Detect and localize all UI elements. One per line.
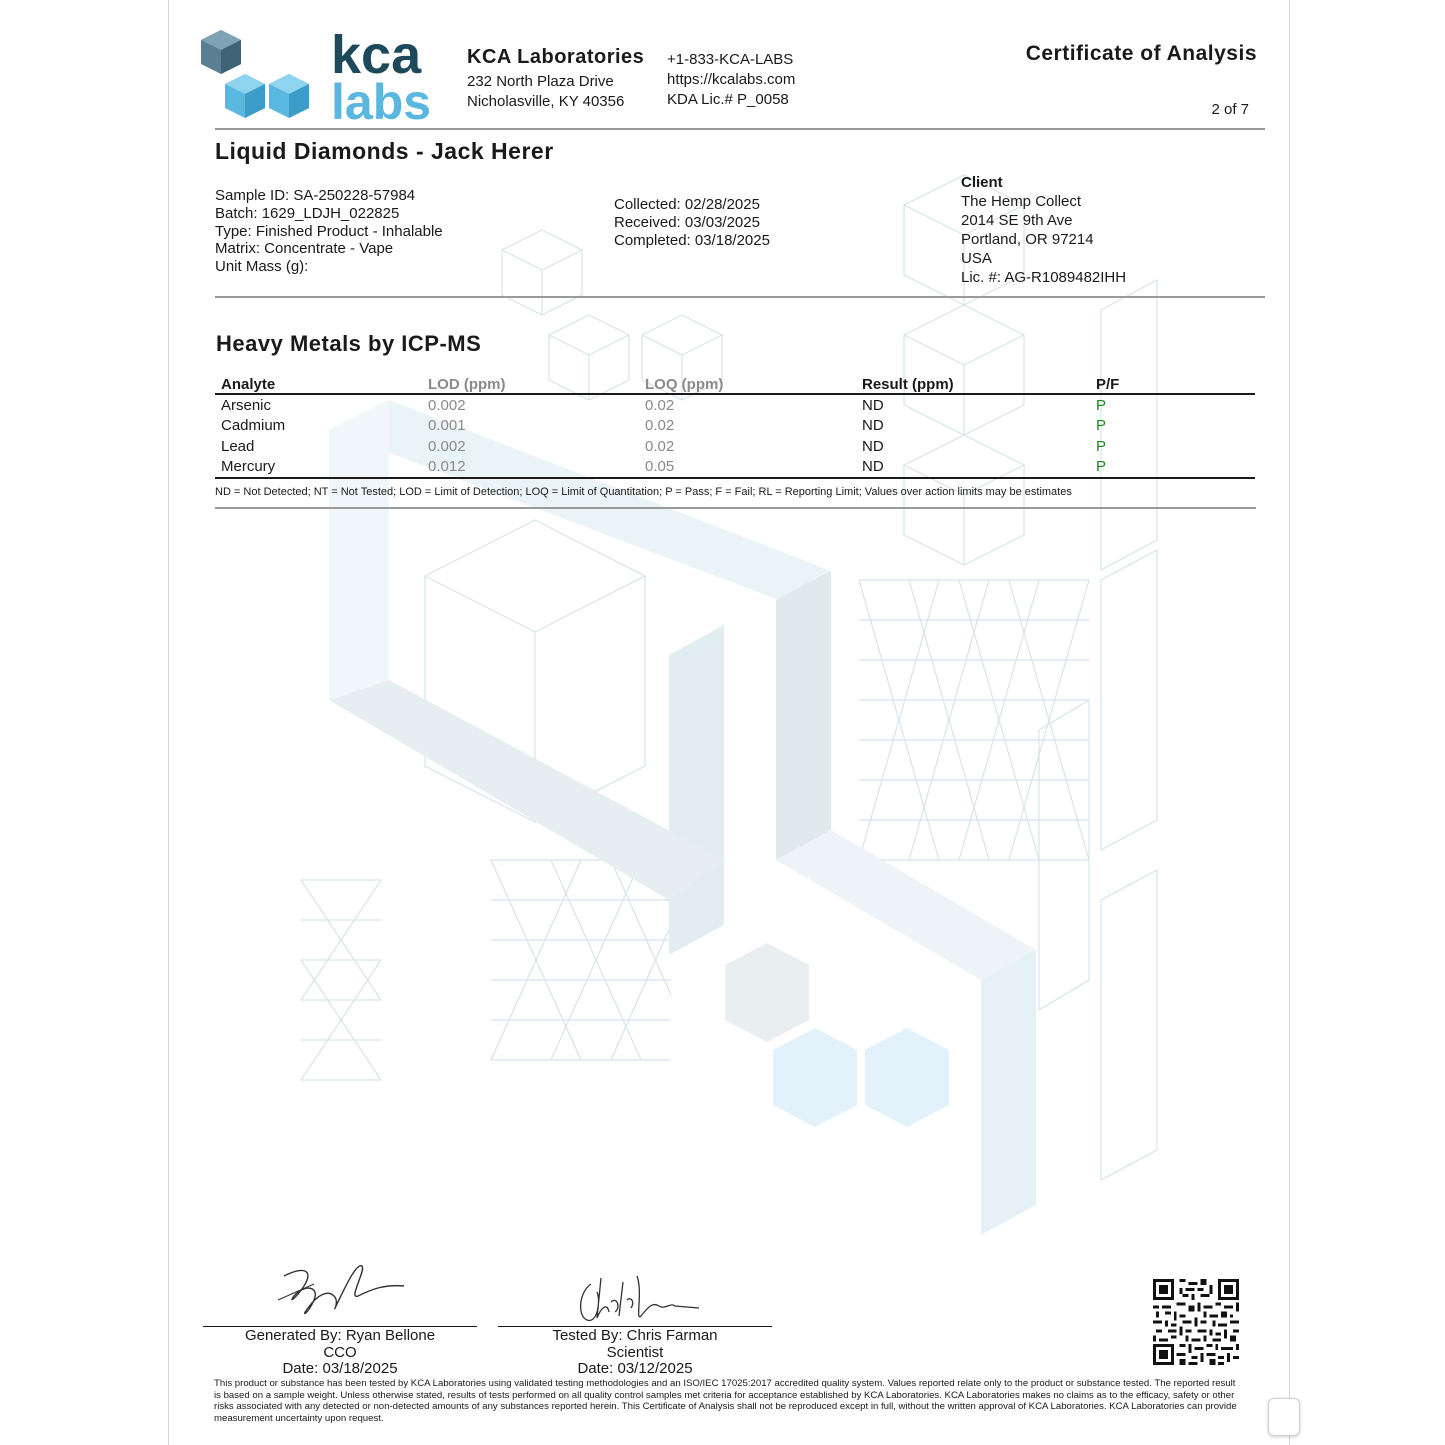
- lab-address-line1: 232 North Plaza Drive: [467, 73, 614, 90]
- lab-website: https://kcalabs.com: [667, 71, 796, 88]
- unit-mass: Unit Mass (g):: [215, 258, 309, 276]
- collected-date: Collected: 02/28/2025: [614, 196, 760, 213]
- logo-word-kca: kca: [331, 26, 422, 85]
- heavy-metals-table: [215, 373, 1255, 479]
- legal-disclaimer: This product or substance has been tested by KCA Laboratories using validated testing methodologies and an ISO/IEC 17025:2017 accredited quality system. Values reported relate only to the product or substance tested. The reported result is based on a sample weight. Unless otherwise stated, results of tests performed on all quality control samples met criteria for acceptance established by KCA Laboratories. KCA Laboratories makes no claims as to the efficacy, safety or other risks associated with any detected or non-detected amounts of any substances reported herein. This Certificate of Analysis shall not be reproduced except in full, without the written approval of KCA Laboratories. KCA Laboratories can provide measurement uncertainty upon request.: [214, 1378, 1237, 1424]
- loq-cell: 0.02: [645, 396, 675, 414]
- column-header-analyte: Analyte: [215, 373, 422, 394]
- product-name: Liquid Diamonds - Jack Herer: [215, 138, 554, 164]
- lod-cell: 0.002: [428, 437, 466, 455]
- page-indicator: 2 of 7: [1211, 101, 1249, 118]
- product-type: Type: Finished Product - Inhalable: [215, 222, 443, 240]
- pf-cell: P: [1090, 457, 1255, 479]
- generated-by-date: Date: 03/18/2025: [282, 1360, 398, 1377]
- lab-name: KCA Laboratories: [467, 46, 645, 68]
- analyte-cell: Cadmium: [221, 417, 286, 435]
- lod-cell: 0.001: [428, 417, 466, 435]
- lab-address-line2: Nicholasville, KY 40356: [467, 93, 625, 110]
- document-title: Certificate of Analysis: [1025, 42, 1257, 65]
- table-row: [215, 457, 1255, 479]
- sample-info: [215, 187, 443, 276]
- tested-by-date: Date: 03/12/2025: [577, 1360, 693, 1377]
- side-panel-tab[interactable]: [1268, 1398, 1300, 1436]
- stacked-cubes-icon: [201, 30, 309, 118]
- client-license: Lic. #: AG-R1089482IHH: [961, 269, 1127, 286]
- analyte-cell: Mercury: [215, 457, 422, 479]
- column-header-result: Result (ppm): [856, 373, 1090, 394]
- info-divider: [215, 296, 1265, 298]
- table-row: [215, 394, 1255, 416]
- lab-contact: [667, 50, 795, 110]
- logo-word-labs: labs: [331, 74, 432, 126]
- section-title: Heavy Metals by ICP-MS: [216, 331, 482, 356]
- client-title: Client: [961, 174, 1003, 191]
- table-bottom-divider: [215, 507, 1256, 509]
- sample-dates: [614, 196, 770, 249]
- signature-ryan-bellone-icon: [274, 1256, 414, 1324]
- tested-by-role: Scientist: [606, 1343, 664, 1361]
- generated-by-role: CCO: [323, 1343, 357, 1361]
- header-divider: [215, 128, 1265, 130]
- table-row: [215, 416, 1255, 437]
- client-street: 2014 SE 9th Ave: [961, 212, 1073, 229]
- lab-license: KDA Lic.# P_0058: [667, 91, 789, 108]
- result-cell: ND: [856, 457, 1090, 479]
- certificate-page: [168, 0, 1290, 1445]
- pf-cell: P: [1096, 396, 1107, 414]
- pf-cell: P: [1096, 437, 1107, 455]
- result-cell: ND: [862, 437, 884, 455]
- pf-cell: P: [1096, 417, 1107, 435]
- generated-by-block: [203, 1328, 477, 1378]
- qr-code-icon: [1153, 1279, 1239, 1365]
- client-name: The Hemp Collect: [961, 193, 1082, 210]
- client-city: Portland, OR 97214: [961, 231, 1094, 248]
- matrix: Matrix: Concentrate - Vape: [215, 240, 394, 258]
- result-cell: ND: [862, 417, 884, 435]
- table-row: [215, 436, 1255, 457]
- signature-chris-farman-icon: [571, 1272, 701, 1328]
- batch: Batch: 1629_LDJH_022825: [215, 204, 400, 222]
- client-country: USA: [961, 250, 992, 267]
- analyte-cell: Lead: [221, 437, 255, 455]
- column-header-pf: P/F: [1090, 373, 1255, 394]
- analyte-cell: Arsenic: [221, 396, 272, 414]
- loq-cell: 0.02: [645, 437, 675, 455]
- loq-cell: 0.02: [645, 417, 675, 435]
- completed-date: Completed: 03/18/2025: [614, 231, 770, 249]
- kca-labs-logo: [197, 26, 467, 126]
- sample-id: Sample ID: SA-250228-57984: [215, 187, 416, 204]
- tested-by-label: Tested By: Chris Farman: [552, 1327, 718, 1344]
- received-date: Received: 03/03/2025: [614, 213, 760, 231]
- column-header-loq: LOQ (ppm): [639, 373, 856, 394]
- column-header-lod: LOD (ppm): [422, 373, 639, 394]
- lod-cell: 0.012: [422, 457, 639, 479]
- table-footnote: ND = Not Detected; NT = Not Tested; LOD = Limit of Detection; LOQ = Limit of Quantitation; P = Pass; F = Fail; RL = Reporting Limit; Values over action limits may be estimates: [215, 486, 1072, 498]
- loq-cell: 0.05: [639, 457, 856, 479]
- lod-cell: 0.002: [428, 396, 466, 414]
- generated-by-label: Generated By: Ryan Bellone: [244, 1327, 436, 1344]
- tested-by-block: [498, 1328, 772, 1378]
- lab-address: [467, 72, 624, 112]
- lab-phone: +1-833-KCA-LABS: [667, 51, 794, 68]
- result-cell: ND: [862, 396, 884, 414]
- table-header-row: [215, 373, 1255, 394]
- client-info: [961, 173, 1126, 287]
